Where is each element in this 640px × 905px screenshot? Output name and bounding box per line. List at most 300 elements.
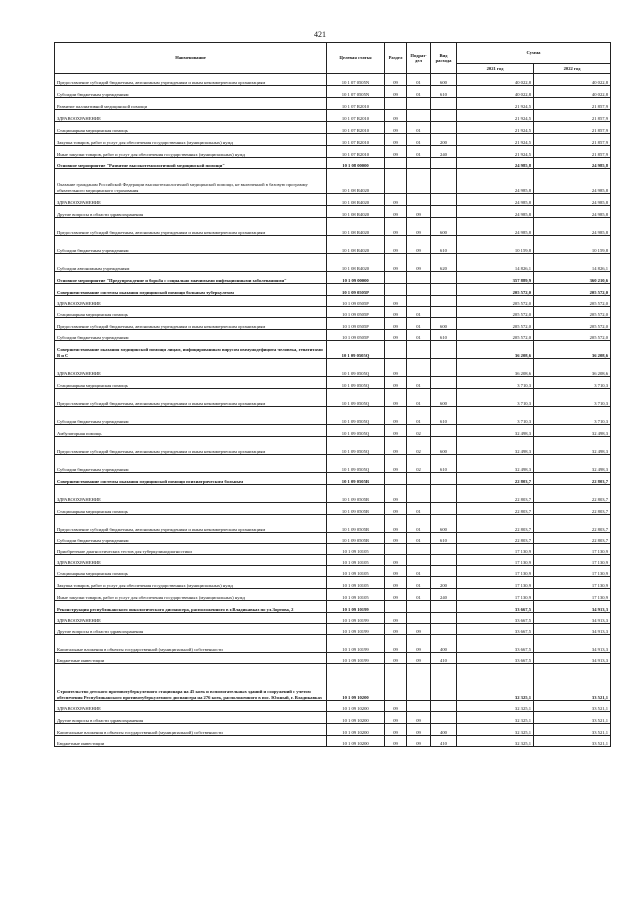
table-row bbox=[55, 284, 611, 296]
cell-2022: 205 572,0 bbox=[534, 318, 611, 330]
cell-name: Закупка товаров, работ и услуг для обеспечения государственных (муниципальных) нужд bbox=[55, 577, 327, 589]
cell-name: Капитальные вложения в объекты государственной (муниципальной) собственности bbox=[55, 724, 327, 736]
cell-name: Другие вопросы в области здравоохранения bbox=[55, 624, 327, 635]
cell-subsection: 02 bbox=[407, 455, 431, 473]
cell-name: Совершенствование оказания медицинской помощи лицам, инфицированным вирусом иммунодефицита человека, гепатитами B и C bbox=[55, 341, 327, 359]
cell-name: Совершенствование системы оказания медицинской помощи больным туберкулезом bbox=[55, 284, 327, 296]
cell-name: Бюджетные инвестиции bbox=[55, 736, 327, 747]
cell-name: Закупка товаров, работ и услуг для обеспечения государственных (муниципальных) нужд bbox=[55, 134, 327, 146]
cell-code: 10 1 09 0505P bbox=[327, 296, 385, 307]
cell-name: Субсидии бюджетным учреждениям bbox=[55, 86, 327, 98]
cell-2021: 3 710,3 bbox=[457, 407, 534, 425]
cell-section: 09 bbox=[385, 577, 407, 589]
cell-2021: 32 498,3 bbox=[457, 455, 534, 473]
cell-subsection: 01 bbox=[407, 86, 431, 98]
table-row bbox=[55, 158, 611, 169]
cell-2021: 17 130,9 bbox=[457, 577, 534, 589]
cell-type: 600 bbox=[431, 318, 457, 330]
cell-code: 10 1 09 0505R bbox=[327, 485, 385, 503]
cell-2021: 24 985,8 bbox=[457, 218, 534, 236]
cell-code: 10 1 09 0505Q bbox=[327, 359, 385, 377]
cell-code: 10 1 09 0505Q bbox=[327, 425, 385, 437]
cell-subsection: 01 bbox=[407, 533, 431, 544]
cell-code: 10 1 09 0505P bbox=[327, 284, 385, 296]
cell-2021: 36 208,6 bbox=[457, 341, 534, 359]
cell-2021: 17 130,9 bbox=[457, 555, 534, 566]
table-row bbox=[55, 206, 611, 218]
cell-2022: 34 913,3 bbox=[534, 624, 611, 635]
cell-section: 09 bbox=[385, 122, 407, 134]
cell-subsection: 01 bbox=[407, 577, 431, 589]
cell-code: 10 1 09 0505Q bbox=[327, 407, 385, 425]
cell-2021: 22 803,7 bbox=[457, 533, 534, 544]
cell-code: 10 1 07 R2010 bbox=[327, 146, 385, 158]
cell-section: 09 bbox=[385, 566, 407, 577]
table-row bbox=[55, 724, 611, 736]
cell-section: 09 bbox=[385, 624, 407, 635]
cell-code: 10 1 08 00000 bbox=[327, 158, 385, 169]
cell-name: Субсидии бюджетным учреждениям bbox=[55, 455, 327, 473]
cell-type bbox=[431, 601, 457, 613]
cell-code: 10 1 09 10200 bbox=[327, 724, 385, 736]
cell-type bbox=[431, 555, 457, 566]
cell-code: 10 1 09 10105 bbox=[327, 555, 385, 566]
cell-2021: 40 022,8 bbox=[457, 74, 534, 86]
table-row bbox=[55, 272, 611, 284]
cell-2021: 14 826,1 bbox=[457, 254, 534, 272]
cell-name: Субсидии бюджетным учреждениям bbox=[55, 407, 327, 425]
cell-section: 09 bbox=[385, 653, 407, 664]
cell-section bbox=[385, 169, 407, 194]
cell-2022: 36 208,6 bbox=[534, 359, 611, 377]
cell-2021: 32 325,1 bbox=[457, 664, 534, 701]
cell-2021: 21 924,5 bbox=[457, 98, 534, 110]
cell-name: Субсидии бюджетным учреждениям bbox=[55, 236, 327, 254]
cell-name: Предоставление субсидий бюджетным, автономным учреждениям и иным некоммерческим организациям bbox=[55, 515, 327, 533]
cell-type bbox=[431, 359, 457, 377]
cell-name: Предоставление субсидий бюджетным, автономным учреждениям и иным некоммерческим организациям bbox=[55, 74, 327, 86]
cell-2021: 205 572,0 bbox=[457, 307, 534, 318]
cell-type bbox=[431, 206, 457, 218]
cell-name: ЗДРАВООХРАНЕНИЕ bbox=[55, 485, 327, 503]
cell-section: 09 bbox=[385, 437, 407, 455]
cell-section: 09 bbox=[385, 455, 407, 473]
page-number: 421 bbox=[314, 30, 326, 39]
cell-2022: 24 985,8 bbox=[534, 194, 611, 206]
cell-2022: 22 803,7 bbox=[534, 503, 611, 515]
cell-code: 10 1 07 0505N bbox=[327, 74, 385, 86]
cell-name: Другие вопросы в области здравоохранения bbox=[55, 712, 327, 724]
table-row bbox=[55, 307, 611, 318]
table-row bbox=[55, 503, 611, 515]
cell-subsection: 09 bbox=[407, 724, 431, 736]
cell-2021: 33 667,5 bbox=[457, 653, 534, 664]
cell-subsection bbox=[407, 601, 431, 613]
table-row bbox=[55, 473, 611, 485]
cell-type bbox=[431, 425, 457, 437]
cell-name: Субсидии автономным учреждениям bbox=[55, 254, 327, 272]
cell-2021: 21 924,5 bbox=[457, 146, 534, 158]
cell-subsection: 02 bbox=[407, 437, 431, 455]
cell-subsection bbox=[407, 272, 431, 284]
cell-code: 10 1 07 R2010 bbox=[327, 122, 385, 134]
cell-2021: 21 924,5 bbox=[457, 134, 534, 146]
cell-2021: 24 985,8 bbox=[457, 158, 534, 169]
cell-code: 10 1 07 R2010 bbox=[327, 134, 385, 146]
cell-code: 10 1 09 0505R bbox=[327, 473, 385, 485]
cell-subsection: 01 bbox=[407, 566, 431, 577]
table-row bbox=[55, 236, 611, 254]
cell-2022: 32 498,3 bbox=[534, 425, 611, 437]
cell-type: 400 bbox=[431, 724, 457, 736]
cell-type: 600 bbox=[431, 218, 457, 236]
table-row bbox=[55, 555, 611, 566]
cell-subsection: 02 bbox=[407, 425, 431, 437]
cell-2021: 22 803,7 bbox=[457, 515, 534, 533]
cell-name: Совершенствование системы оказания медицинской помощи психиатрическим больным bbox=[55, 473, 327, 485]
cell-subsection: 09 bbox=[407, 653, 431, 664]
cell-code: 10 1 09 0505Q bbox=[327, 377, 385, 389]
cell-2021: 36 208,6 bbox=[457, 359, 534, 377]
cell-section: 09 bbox=[385, 134, 407, 146]
cell-2021: 205 572,0 bbox=[457, 284, 534, 296]
cell-2022: 360 210,6 bbox=[534, 272, 611, 284]
cell-code: 10 1 09 10105 bbox=[327, 544, 385, 555]
cell-section: 09 bbox=[385, 724, 407, 736]
cell-section bbox=[385, 544, 407, 555]
cell-2021: 21 924,5 bbox=[457, 110, 534, 122]
cell-code: 10 1 08 R4020 bbox=[327, 236, 385, 254]
table-row bbox=[55, 515, 611, 533]
cell-name: ЗДРАВООХРАНЕНИЕ bbox=[55, 110, 327, 122]
cell-2022: 17 130,9 bbox=[534, 555, 611, 566]
cell-section: 09 bbox=[385, 533, 407, 544]
header-section: Раздел bbox=[385, 43, 407, 74]
cell-code: 10 1 09 10199 bbox=[327, 613, 385, 624]
cell-section: 09 bbox=[385, 218, 407, 236]
cell-subsection bbox=[407, 473, 431, 485]
cell-code: 10 1 08 R4020 bbox=[327, 194, 385, 206]
table-row bbox=[55, 425, 611, 437]
cell-2021: 17 130,9 bbox=[457, 566, 534, 577]
table-row bbox=[55, 110, 611, 122]
cell-type bbox=[431, 169, 457, 194]
cell-type bbox=[431, 624, 457, 635]
cell-name: Основное мероприятие "Предупреждение и борьба с социально значимыми инфекционными заболеваниями" bbox=[55, 272, 327, 284]
cell-2021: 32 498,3 bbox=[457, 425, 534, 437]
cell-2021: 32 325,1 bbox=[457, 724, 534, 736]
cell-section: 09 bbox=[385, 146, 407, 158]
cell-2021: 33 667,5 bbox=[457, 601, 534, 613]
cell-subsection: 01 bbox=[407, 407, 431, 425]
cell-type bbox=[431, 701, 457, 712]
cell-type: 610 bbox=[431, 533, 457, 544]
table-row bbox=[55, 341, 611, 359]
cell-subsection bbox=[407, 544, 431, 555]
cell-type bbox=[431, 503, 457, 515]
cell-subsection: 09 bbox=[407, 635, 431, 653]
cell-code: 10 1 09 0505Q bbox=[327, 455, 385, 473]
cell-2021: 24 985,8 bbox=[457, 194, 534, 206]
cell-type bbox=[431, 613, 457, 624]
cell-2022: 33 521,1 bbox=[534, 736, 611, 747]
cell-2021: 3 710,3 bbox=[457, 377, 534, 389]
table-row bbox=[55, 455, 611, 473]
cell-2021: 32 325,1 bbox=[457, 736, 534, 747]
cell-section: 09 bbox=[385, 318, 407, 330]
cell-2021: 22 803,7 bbox=[457, 473, 534, 485]
cell-2022: 205 572,0 bbox=[534, 296, 611, 307]
cell-code: 10 1 09 10200 bbox=[327, 664, 385, 701]
cell-subsection bbox=[407, 296, 431, 307]
table-row bbox=[55, 544, 611, 555]
cell-name: ЗДРАВООХРАНЕНИЕ bbox=[55, 701, 327, 712]
cell-name: Реконструкция республиканского онкологического диспансера, расположенного в г.Владикавказ по ул.Зортова, 2 bbox=[55, 601, 327, 613]
table-body bbox=[55, 74, 611, 747]
cell-2022: 33 521,1 bbox=[534, 724, 611, 736]
cell-section: 09 bbox=[385, 425, 407, 437]
cell-name: ЗДРАВООХРАНЕНИЕ bbox=[55, 359, 327, 377]
cell-name: Стационарная медицинская помощь bbox=[55, 566, 327, 577]
cell-code: 10 1 07 R2010 bbox=[327, 98, 385, 110]
cell-section bbox=[385, 664, 407, 701]
cell-2021: 205 572,0 bbox=[457, 330, 534, 341]
cell-name: Основное мероприятие "Развитие высокотехнологичной медицинской помощи" bbox=[55, 158, 327, 169]
cell-type bbox=[431, 284, 457, 296]
cell-name: ЗДРАВООХРАНЕНИЕ bbox=[55, 613, 327, 624]
cell-name: Предоставление субсидий бюджетным, автономным учреждениям и иным некоммерческим организациям bbox=[55, 218, 327, 236]
cell-2022: 34 913,3 bbox=[534, 601, 611, 613]
cell-section: 09 bbox=[385, 296, 407, 307]
cell-2021: 33 667,5 bbox=[457, 613, 534, 624]
cell-2022: 21 857,9 bbox=[534, 98, 611, 110]
cell-code: 10 1 08 R4020 bbox=[327, 218, 385, 236]
cell-name: Бюджетные инвестиции bbox=[55, 653, 327, 664]
table-row bbox=[55, 566, 611, 577]
cell-section bbox=[385, 272, 407, 284]
cell-2022: 21 857,9 bbox=[534, 134, 611, 146]
cell-name: ЗДРАВООХРАНЕНИЕ bbox=[55, 296, 327, 307]
cell-2022: 33 521,1 bbox=[534, 664, 611, 701]
cell-section bbox=[385, 98, 407, 110]
cell-subsection bbox=[407, 158, 431, 169]
cell-name: ЗДРАВООХРАНЕНИЕ bbox=[55, 194, 327, 206]
table-row bbox=[55, 635, 611, 653]
table-row bbox=[55, 577, 611, 589]
cell-name: ЗДРАВООХРАНЕНИЕ bbox=[55, 555, 327, 566]
cell-2022: 3 710,3 bbox=[534, 377, 611, 389]
cell-type: 600 bbox=[431, 437, 457, 455]
cell-name: Предоставление субсидий бюджетным, автономным учреждениям и иным некоммерческим организациям bbox=[55, 437, 327, 455]
table-row bbox=[55, 624, 611, 635]
cell-subsection: 01 bbox=[407, 74, 431, 86]
cell-code: 10 1 09 10199 bbox=[327, 624, 385, 635]
cell-type: 200 bbox=[431, 577, 457, 589]
cell-type bbox=[431, 473, 457, 485]
cell-subsection: 09 bbox=[407, 236, 431, 254]
cell-section bbox=[385, 341, 407, 359]
cell-subsection bbox=[407, 110, 431, 122]
cell-code: 10 1 07 0505N bbox=[327, 86, 385, 98]
cell-subsection: 09 bbox=[407, 206, 431, 218]
cell-section: 09 bbox=[385, 206, 407, 218]
cell-name: Иные закупки товаров, работ и услуг для обеспечения государственных (муниципальных) нужд bbox=[55, 589, 327, 601]
cell-2022: 22 803,7 bbox=[534, 485, 611, 503]
cell-2021: 10 159,8 bbox=[457, 236, 534, 254]
cell-type: 600 bbox=[431, 74, 457, 86]
cell-subsection bbox=[407, 98, 431, 110]
cell-2021: 32 325,1 bbox=[457, 701, 534, 712]
cell-code: 10 1 09 0505P bbox=[327, 307, 385, 318]
cell-code: 10 1 09 10200 bbox=[327, 736, 385, 747]
cell-subsection bbox=[407, 341, 431, 359]
cell-subsection: 09 bbox=[407, 218, 431, 236]
cell-name: Приобретение диагностических тестов для туберкулинодиагностики bbox=[55, 544, 327, 555]
cell-type bbox=[431, 544, 457, 555]
cell-code: 10 1 09 0505R bbox=[327, 503, 385, 515]
cell-2022: 24 985,8 bbox=[534, 158, 611, 169]
cell-name: Оказание гражданам Российской Федерации высокотехнологичной медицинской помощи, не включенной в базовую программу обязательного медицинского страхования bbox=[55, 169, 327, 194]
header-2021: 2021 год bbox=[457, 64, 534, 74]
cell-section bbox=[385, 158, 407, 169]
cell-subsection: 09 bbox=[407, 254, 431, 272]
cell-subsection: 09 bbox=[407, 736, 431, 747]
table-row bbox=[55, 389, 611, 407]
cell-subsection: 01 bbox=[407, 330, 431, 341]
cell-2021: 205 572,0 bbox=[457, 318, 534, 330]
cell-2022: 33 521,1 bbox=[534, 712, 611, 724]
cell-2022: 205 572,0 bbox=[534, 307, 611, 318]
cell-type: 240 bbox=[431, 146, 457, 158]
cell-section: 09 bbox=[385, 712, 407, 724]
cell-2022: 34 913,3 bbox=[534, 653, 611, 664]
cell-section: 09 bbox=[385, 110, 407, 122]
cell-name: Стационарная медицинская помощь bbox=[55, 122, 327, 134]
cell-code: 10 1 09 10199 bbox=[327, 653, 385, 664]
cell-2022: 21 857,9 bbox=[534, 146, 611, 158]
cell-2021: 205 572,0 bbox=[457, 296, 534, 307]
cell-code: 10 1 09 10105 bbox=[327, 577, 385, 589]
table-row bbox=[55, 86, 611, 98]
cell-2021: 21 924,5 bbox=[457, 122, 534, 134]
cell-2022: 21 857,9 bbox=[534, 122, 611, 134]
header-subsection: Подраз-дел bbox=[407, 43, 431, 74]
cell-code: 10 1 09 0505Q bbox=[327, 389, 385, 407]
cell-type: 600 bbox=[431, 389, 457, 407]
cell-name: Иные закупки товаров, работ и услуг для обеспечения государственных (муниципальных) нужд bbox=[55, 146, 327, 158]
table-row bbox=[55, 736, 611, 747]
cell-name: Развитие паллиативной медицинской помощи bbox=[55, 98, 327, 110]
cell-subsection bbox=[407, 701, 431, 712]
cell-subsection: 01 bbox=[407, 134, 431, 146]
cell-type: 240 bbox=[431, 589, 457, 601]
cell-subsection: 01 bbox=[407, 318, 431, 330]
cell-subsection: 01 bbox=[407, 389, 431, 407]
cell-2022: 33 521,1 bbox=[534, 701, 611, 712]
cell-type bbox=[431, 377, 457, 389]
cell-code: 10 1 08 R4020 bbox=[327, 169, 385, 194]
cell-type bbox=[431, 307, 457, 318]
cell-type: 410 bbox=[431, 736, 457, 747]
cell-code: 10 1 09 0505P bbox=[327, 318, 385, 330]
cell-section: 09 bbox=[385, 407, 407, 425]
cell-2021: 22 803,7 bbox=[457, 503, 534, 515]
cell-2022: 24 985,8 bbox=[534, 169, 611, 194]
cell-2022: 3 710,3 bbox=[534, 407, 611, 425]
cell-subsection: 01 bbox=[407, 307, 431, 318]
cell-type: 200 bbox=[431, 134, 457, 146]
cell-2022: 21 857,9 bbox=[534, 110, 611, 122]
cell-type: 400 bbox=[431, 635, 457, 653]
cell-2021: 32 498,3 bbox=[457, 437, 534, 455]
cell-2021: 33 667,5 bbox=[457, 635, 534, 653]
cell-section: 09 bbox=[385, 515, 407, 533]
cell-2022: 205 572,0 bbox=[534, 284, 611, 296]
table-row bbox=[55, 146, 611, 158]
cell-2022: 24 985,8 bbox=[534, 206, 611, 218]
cell-2022: 17 130,9 bbox=[534, 544, 611, 555]
cell-subsection: 01 bbox=[407, 377, 431, 389]
cell-section bbox=[385, 601, 407, 613]
cell-code: 10 1 07 R2010 bbox=[327, 110, 385, 122]
cell-name: Стационарная медицинская помощь bbox=[55, 307, 327, 318]
cell-2022: 36 208,6 bbox=[534, 341, 611, 359]
cell-subsection bbox=[407, 284, 431, 296]
cell-subsection: 01 bbox=[407, 589, 431, 601]
cell-code: 10 1 08 R4020 bbox=[327, 206, 385, 218]
cell-type: 610 bbox=[431, 86, 457, 98]
table-row bbox=[55, 407, 611, 425]
cell-code: 10 1 09 10105 bbox=[327, 589, 385, 601]
cell-2022: 24 985,8 bbox=[534, 218, 611, 236]
cell-section: 09 bbox=[385, 503, 407, 515]
cell-2022: 40 022,8 bbox=[534, 74, 611, 86]
cell-name: Субсидии бюджетным учреждениям bbox=[55, 330, 327, 341]
cell-section: 09 bbox=[385, 254, 407, 272]
cell-2022: 10 159,8 bbox=[534, 236, 611, 254]
cell-subsection: 01 bbox=[407, 146, 431, 158]
cell-section: 09 bbox=[385, 330, 407, 341]
table-row bbox=[55, 485, 611, 503]
cell-type: 610 bbox=[431, 455, 457, 473]
cell-2021: 17 130,9 bbox=[457, 589, 534, 601]
cell-section: 09 bbox=[385, 86, 407, 98]
table-row bbox=[55, 664, 611, 701]
cell-section: 09 bbox=[385, 635, 407, 653]
cell-type bbox=[431, 566, 457, 577]
cell-subsection: 01 bbox=[407, 122, 431, 134]
cell-code: 10 1 09 0505R bbox=[327, 533, 385, 544]
cell-type bbox=[431, 158, 457, 169]
cell-code: 10 1 09 0505R bbox=[327, 515, 385, 533]
cell-name: Амбулаторная помощь bbox=[55, 425, 327, 437]
cell-code: 10 1 09 0505Q bbox=[327, 341, 385, 359]
cell-type: 410 bbox=[431, 653, 457, 664]
cell-type: 600 bbox=[431, 515, 457, 533]
cell-section: 09 bbox=[385, 359, 407, 377]
cell-2022: 32 498,3 bbox=[534, 455, 611, 473]
cell-subsection: 09 bbox=[407, 712, 431, 724]
table-row bbox=[55, 712, 611, 724]
cell-type bbox=[431, 712, 457, 724]
cell-type bbox=[431, 272, 457, 284]
table-header-row bbox=[55, 43, 611, 64]
cell-section: 09 bbox=[385, 485, 407, 503]
cell-section: 09 bbox=[385, 589, 407, 601]
table-row bbox=[55, 254, 611, 272]
cell-subsection bbox=[407, 194, 431, 206]
table-row bbox=[55, 330, 611, 341]
